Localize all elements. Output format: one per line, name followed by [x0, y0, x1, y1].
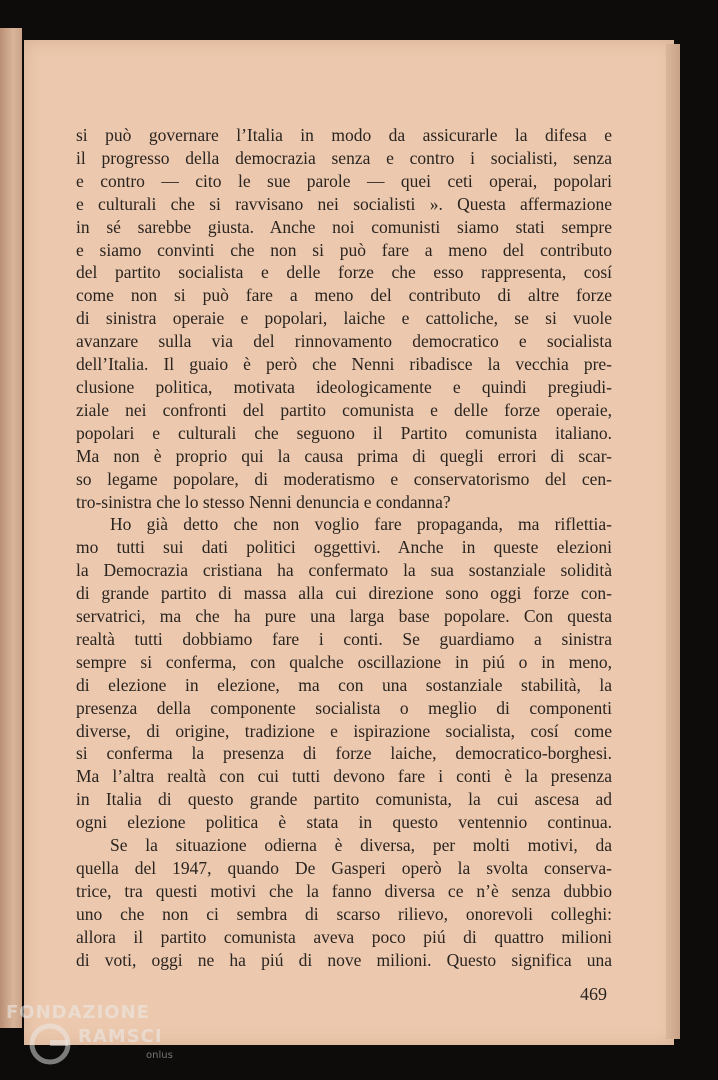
text-line: realtà tutti dobbiamo fare i conti. Se guardiamo a sinistra [76, 628, 612, 649]
text-line: come non si può fare a meno del contributo di altre forze [76, 285, 612, 306]
text-line: clusione politica, motivata ideologicamente e quindi pregiudi- [76, 376, 612, 397]
text-line: Se la situazione odierna è diversa, per molti motivi, da [110, 835, 612, 856]
text-line: Ma l’altra realtà con cui tutti devono fare i conti è la presenza [76, 766, 612, 787]
text-line: uno che non ci sembra di scarso rilievo, onorevoli colleghi: [76, 903, 612, 924]
text-line: so legame popolare, di moderatismo e conservatorismo del cen- [76, 468, 612, 489]
text-line: quella del 1947, quando De Gasperi operò la svolta conserva- [76, 858, 612, 878]
text-line: trice, tra questi motivi che la fanno diversa ce n’è senza dubbio [76, 880, 612, 901]
text-line: il progresso della democrazia senza e contro i socialisti, senza [76, 147, 612, 168]
text-line: del partito socialista e delle forze che esso rappresenta, cosí [76, 262, 612, 283]
text-line: Ma non è proprio qui la causa prima di quegli errori di scar- [76, 445, 612, 466]
text-line: Ho già detto che non voglio fare propaganda, ma riflettia- [110, 514, 612, 535]
text-line: di elezione in elezione, ma con una sostanziale stabilità, la [76, 674, 612, 695]
text-line: in Italia di questo grande partito comunista, la cui ascesa ad [76, 789, 612, 810]
text-line: diverse, di origine, tradizione e ispirazione socialista, cosí come [76, 720, 612, 741]
text-line: e siamo convinti che non si può fare a meno del contributo [76, 239, 612, 260]
text-line: ziale nei confronti del partito comunista e delle forze operaie, [76, 399, 612, 420]
text-line: e culturali che si ravvisano nei socialisti ». Questa affermazione [76, 193, 612, 214]
body-text [76, 124, 612, 972]
text-line: si può governare l’Italia in modo da assicurarle la difesa e [76, 125, 612, 145]
text-line: presenza della componente socialista o meglio di componenti [76, 697, 612, 718]
text-line: dell’Italia. Il guaio è però che Nenni ribadisce la vecchia pre- [76, 354, 612, 375]
text-line: servatrici, ma che ha pure una larga base popolare. Con questa [76, 606, 612, 627]
text-line: in sé sarebbe giusta. Anche noi comunisti siamo stati sempre [76, 216, 612, 237]
watermark-line1: FONDAZIONE [6, 1002, 150, 1023]
watermark-suffix: onlus [146, 1050, 173, 1061]
text-line: sempre si conferma, con qualche oscillazione in piú o in meno, [76, 651, 612, 672]
text-line: di sinistra operaie e popolari, laiche e cattoliche, se si vuole [76, 308, 612, 329]
text-line: di grande partito di massa alla cui direzione sono oggi forze con- [76, 583, 612, 604]
page-stack-edge [666, 44, 680, 1039]
text-line: popolari e culturali che seguono il Partito comunista italiano. [76, 422, 612, 443]
text-line: ogni elezione politica è stata in questo ventennio continua. [76, 812, 612, 833]
text-line: mo tutti sui dati politici oggettivi. Anche in queste elezioni [76, 537, 612, 558]
watermark-line2: RAMSCI [78, 1026, 163, 1047]
text-line: si conferma la presenza di forze laiche, democratico-borghesi. [76, 743, 612, 764]
page-number: 469 [580, 984, 607, 1004]
text-line: la Democrazia cristiana ha confermato la sua sostanziale solidità [76, 560, 612, 581]
watermark [6, 1000, 196, 1070]
text-line: e contro — cito le sue parole — quei ceti operai, popolari [76, 170, 612, 191]
watermark-logo-icon [28, 1022, 72, 1066]
text-line: allora il partito comunista aveva poco piú di quattro milioni [76, 926, 612, 947]
text-line: tro-sinistra che lo stesso Nenni denuncia e condanna? [76, 491, 451, 512]
text-line: avanzare sulla via del rinnovamento democratico e socialista [76, 331, 612, 352]
facing-page-edge [0, 28, 22, 1028]
text-line: di voti, oggi ne ha piú di nove milioni. Questo significa una [76, 949, 612, 970]
